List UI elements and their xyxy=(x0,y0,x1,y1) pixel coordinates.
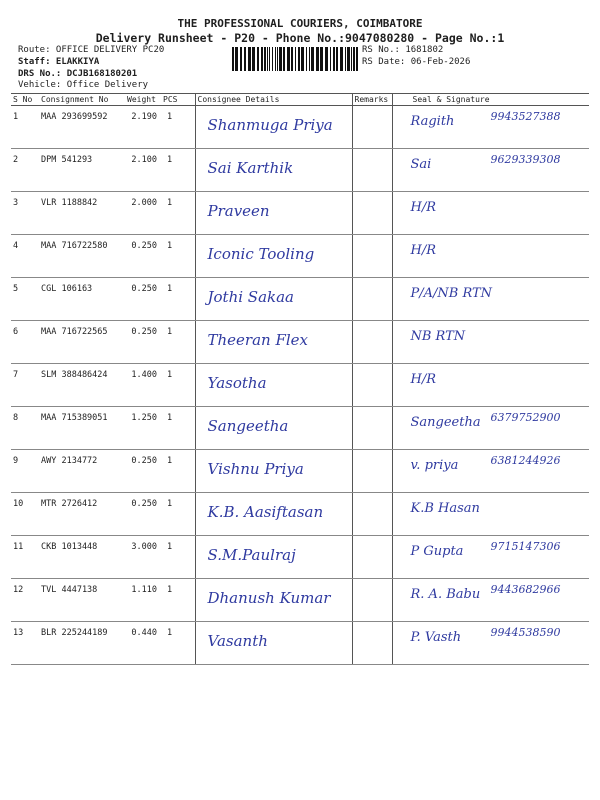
row-signature-phone: 6379752900 xyxy=(490,411,561,424)
vehicle-label: Vehicle: Office Delivery xyxy=(18,80,149,90)
row-signature-phone: 9944538590 xyxy=(490,626,561,639)
table-row xyxy=(11,579,589,622)
row-consignment-no: CKB 1013448 xyxy=(39,536,125,579)
col-remarks: Remarks xyxy=(352,94,392,106)
row-consignment-no: TVL 4447138 xyxy=(39,579,125,622)
row-remarks xyxy=(352,149,392,192)
row-signature-cell xyxy=(392,493,589,536)
row-signature: Ragith xyxy=(410,114,455,129)
table-row xyxy=(11,278,589,321)
row-signature: H/R xyxy=(410,372,437,387)
row-weight: 0.250 xyxy=(125,493,161,536)
row-consignee-cell xyxy=(195,450,352,493)
row-signature: P/A/NB RTN xyxy=(410,286,493,301)
row-signature: Sai xyxy=(410,157,432,172)
row-remarks xyxy=(352,622,392,665)
row-signature: v. priya xyxy=(410,458,459,473)
rs-number: RS No.: 1681802 xyxy=(362,45,444,55)
table-row xyxy=(11,235,589,278)
row-signature-cell xyxy=(392,192,589,235)
row-pcs: 1 xyxy=(161,407,195,450)
row-weight: 0.250 xyxy=(125,450,161,493)
row-signature: H/R xyxy=(410,243,437,258)
row-consignment-no: MTR 2726412 xyxy=(39,493,125,536)
row-consignee-name: Sangeetha xyxy=(207,417,289,435)
row-weight: 0.250 xyxy=(125,235,161,278)
row-weight: 2.190 xyxy=(125,106,161,149)
row-signature: K.B Hasan xyxy=(410,501,480,516)
table-row xyxy=(11,106,589,149)
row-signature-phone: 9943527388 xyxy=(490,110,561,123)
row-consignee-name: Vasanth xyxy=(207,632,268,650)
row-signature-cell xyxy=(392,622,589,665)
row-consignee-cell xyxy=(195,364,352,407)
table-row xyxy=(11,450,589,493)
row-weight: 2.100 xyxy=(125,149,161,192)
row-signature-cell xyxy=(392,364,589,407)
row-consignment-no: MAA 715389051 xyxy=(39,407,125,450)
row-sno: 13 xyxy=(11,622,39,665)
row-consignee-cell xyxy=(195,321,352,364)
row-weight: 0.250 xyxy=(125,321,161,364)
row-consignee-cell xyxy=(195,278,352,321)
row-signature: Sangeetha xyxy=(410,415,481,430)
row-sno: 10 xyxy=(11,493,39,536)
row-pcs: 1 xyxy=(161,235,195,278)
col-consignment: Consignment No xyxy=(39,94,125,106)
row-sno: 3 xyxy=(11,192,39,235)
row-pcs: 1 xyxy=(161,622,195,665)
row-signature-cell xyxy=(392,579,589,622)
row-pcs: 1 xyxy=(161,450,195,493)
table-row xyxy=(11,192,589,235)
row-sno: 12 xyxy=(11,579,39,622)
row-sno: 11 xyxy=(11,536,39,579)
row-remarks xyxy=(352,407,392,450)
row-sno: 5 xyxy=(11,278,39,321)
row-sno: 7 xyxy=(11,364,39,407)
row-sno: 8 xyxy=(11,407,39,450)
row-remarks xyxy=(352,321,392,364)
row-weight: 1.110 xyxy=(125,579,161,622)
row-consignment-no: VLR 1188842 xyxy=(39,192,125,235)
row-weight: 0.250 xyxy=(125,278,161,321)
runsheet-table xyxy=(11,93,589,665)
row-consignee-name: K.B. Aasiftasan xyxy=(207,503,324,521)
row-signature-phone: 9715147306 xyxy=(490,540,561,553)
table-row xyxy=(11,493,589,536)
row-remarks xyxy=(352,192,392,235)
row-consignee-cell xyxy=(195,493,352,536)
row-remarks xyxy=(352,364,392,407)
route-label: Route: OFFICE DELIVERY PC20 xyxy=(18,45,165,55)
row-consignee-cell xyxy=(195,106,352,149)
col-consignee: Consignee Details xyxy=(195,94,352,106)
col-sno: S No xyxy=(11,94,39,106)
row-consignee-cell xyxy=(195,579,352,622)
row-remarks xyxy=(352,450,392,493)
table-row xyxy=(11,622,589,665)
row-pcs: 1 xyxy=(161,364,195,407)
row-weight: 3.000 xyxy=(125,536,161,579)
row-consignee-cell xyxy=(195,536,352,579)
row-consignee-name: Sai Karthik xyxy=(207,159,294,177)
row-pcs: 1 xyxy=(161,321,195,364)
staff-label: Staff: ELAKKIYA xyxy=(18,57,100,67)
row-consignment-no: MAA 716722580 xyxy=(39,235,125,278)
row-signature: R. A. Babu xyxy=(410,587,481,602)
row-remarks xyxy=(352,235,392,278)
row-signature-phone: 9629339308 xyxy=(490,153,561,166)
table-row xyxy=(11,536,589,579)
row-weight: 0.440 xyxy=(125,622,161,665)
row-sno: 1 xyxy=(11,106,39,149)
col-seal-signature: Seal & Signature xyxy=(392,94,589,106)
row-signature-cell xyxy=(392,278,589,321)
col-weight: Weight xyxy=(125,94,161,106)
row-signature-cell xyxy=(392,450,589,493)
row-signature: H/R xyxy=(410,200,437,215)
row-signature: P. Vasth xyxy=(410,630,462,645)
row-consignment-no: DPM 541293 xyxy=(39,149,125,192)
row-consignee-name: Jothi Sakaa xyxy=(207,288,294,306)
row-pcs: 1 xyxy=(161,192,195,235)
row-signature-cell xyxy=(392,106,589,149)
row-consignee-cell xyxy=(195,235,352,278)
row-pcs: 1 xyxy=(161,579,195,622)
row-consignee-cell xyxy=(195,622,352,665)
row-consignment-no: SLM 388486424 xyxy=(39,364,125,407)
row-pcs: 1 xyxy=(161,278,195,321)
row-consignee-name: Praveen xyxy=(207,202,270,220)
row-consignee-name: Vishnu Priya xyxy=(207,460,304,478)
row-sno: 2 xyxy=(11,149,39,192)
row-sno: 4 xyxy=(11,235,39,278)
row-weight: 1.250 xyxy=(125,407,161,450)
row-consignment-no: AWY 2134772 xyxy=(39,450,125,493)
row-signature-cell xyxy=(392,536,589,579)
row-consignee-cell xyxy=(195,149,352,192)
row-remarks xyxy=(352,278,392,321)
row-consignment-no: MAA 293699592 xyxy=(39,106,125,149)
rs-date: RS Date: 06-Feb-2026 xyxy=(362,57,471,67)
row-signature-cell xyxy=(392,149,589,192)
row-consignee-name: Shanmuga Priya xyxy=(207,116,333,134)
row-remarks xyxy=(352,536,392,579)
row-sno: 9 xyxy=(11,450,39,493)
col-pcs: PCS xyxy=(161,94,195,106)
table-row xyxy=(11,407,589,450)
row-consignment-no: BLR 225244189 xyxy=(39,622,125,665)
row-weight: 2.000 xyxy=(125,192,161,235)
row-remarks xyxy=(352,579,392,622)
row-consignee-cell xyxy=(195,192,352,235)
table-row xyxy=(11,364,589,407)
row-consignee-name: S.M.Paulraj xyxy=(207,546,296,564)
row-consignee-cell xyxy=(195,407,352,450)
barcode-image xyxy=(231,47,360,71)
row-consignee-name: Theeran Flex xyxy=(207,331,309,349)
row-signature: NB RTN xyxy=(410,329,466,344)
row-signature-phone: 6381244926 xyxy=(490,454,561,467)
row-pcs: 1 xyxy=(161,536,195,579)
row-pcs: 1 xyxy=(161,493,195,536)
row-signature: P Gupta xyxy=(410,544,464,559)
row-signature-cell xyxy=(392,407,589,450)
row-consignee-name: Iconic Tooling xyxy=(207,245,315,263)
row-signature-cell xyxy=(392,235,589,278)
runsheet-subtitle: Delivery Runsheet - P20 - Phone No.:9047080280 - Page No.:1 xyxy=(95,31,505,45)
row-remarks xyxy=(352,106,392,149)
table-row xyxy=(11,321,589,364)
company-title: THE PROFESSIONAL COURIERS, COIMBATORE xyxy=(177,17,423,30)
row-remarks xyxy=(352,493,392,536)
row-pcs: 1 xyxy=(161,106,195,149)
table-row xyxy=(11,149,589,192)
row-pcs: 1 xyxy=(161,149,195,192)
row-consignee-name: Dhanush Kumar xyxy=(207,589,331,607)
row-consignee-name: Yasotha xyxy=(207,374,267,392)
table-header-row xyxy=(11,94,589,106)
row-signature-cell xyxy=(392,321,589,364)
row-sno: 6 xyxy=(11,321,39,364)
drs-label: DRS No.: DCJB168180201 xyxy=(18,69,138,79)
row-signature-phone: 9443682966 xyxy=(490,583,561,596)
row-consignment-no: CGL 106163 xyxy=(39,278,125,321)
row-consignment-no: MAA 716722565 xyxy=(39,321,125,364)
row-weight: 1.400 xyxy=(125,364,161,407)
